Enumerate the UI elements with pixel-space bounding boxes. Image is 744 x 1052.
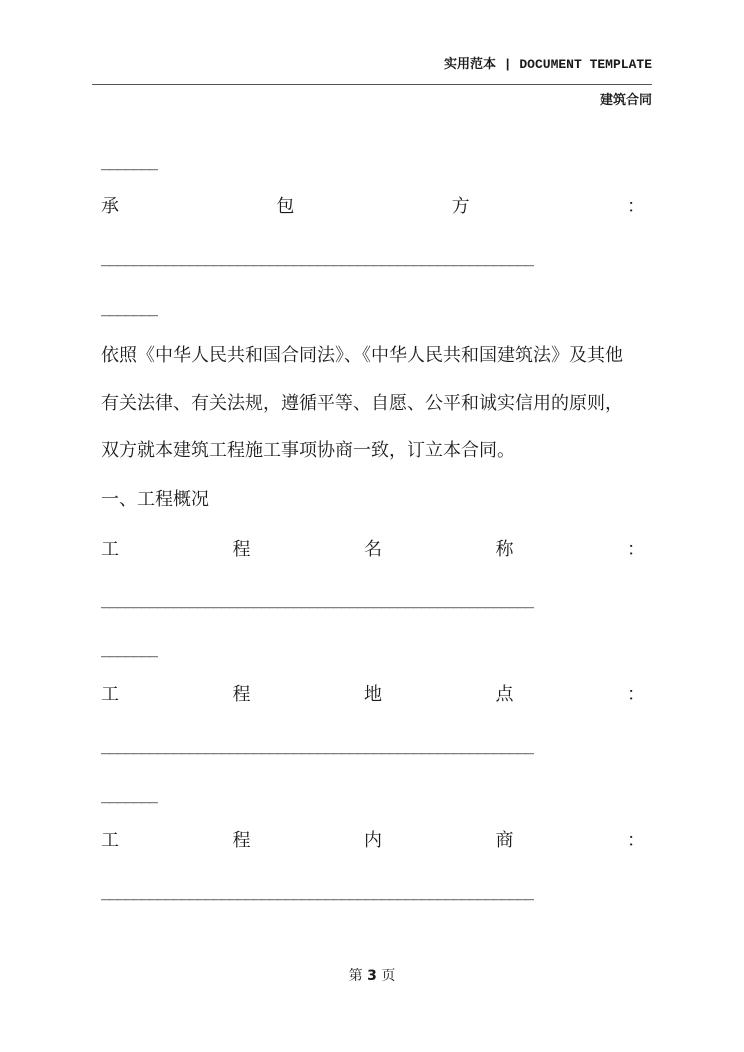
blank-line-short: _______ [101,150,157,171]
label-char: ： [626,196,645,217]
label-char: 工 [101,830,119,851]
label-char: 称 [495,539,514,560]
label-char: 内 [364,830,382,851]
blank-line-long: ______________________________________________________ [101,588,533,609]
paragraph-line: 依照《中华人民共和国合同法》、《中华人民共和国建筑法》及其他 [101,345,623,366]
footer-suffix: 页 [381,968,396,984]
project-content-label [101,826,645,852]
label-char: ： [627,539,645,560]
blank-line-long: ______________________________________________________ [101,734,533,755]
label-char: 点 [495,684,514,705]
label-char: ： [627,684,645,705]
label-char: 程 [232,539,251,560]
section-title: 一、工程概况 [101,489,209,510]
label-char: 商 [495,830,514,851]
paragraph-line: 双方就本建筑工程施工事项协商一致，订立本合同。 [101,440,515,461]
paragraph-line: 有关法律、有关法规，遵循平等、自愿、公平和诚实信用的原则， [101,393,623,414]
footer-prefix: 第 [348,968,363,984]
blank-line-short: _______ [101,296,157,317]
label-char: 承 [101,196,119,217]
page-number: 3 [367,968,377,984]
label-char: 方 [451,196,470,217]
header-divider [92,84,652,85]
document-header-title: 实用范本 | DOCUMENT TEMPLATE [443,57,652,72]
label-char: 名 [364,539,382,560]
blank-line-short: _______ [101,637,157,658]
label-char: 包 [276,196,295,217]
label-char: ： [627,830,645,851]
blank-line-long: ______________________________________________________ [101,246,533,267]
label-char: 工 [101,684,119,705]
blank-line-short: _______ [101,783,157,804]
label-char: 程 [232,830,251,851]
page-footer [0,965,744,985]
project-name-label [101,535,645,561]
project-location-label [101,680,645,706]
document-header-subtitle: 建筑合同 [599,93,652,108]
label-char: 工 [101,539,119,560]
contractor-label [101,192,645,218]
label-char: 程 [232,684,251,705]
label-char: 地 [364,684,382,705]
blank-line-long: ______________________________________________________ [101,880,533,901]
